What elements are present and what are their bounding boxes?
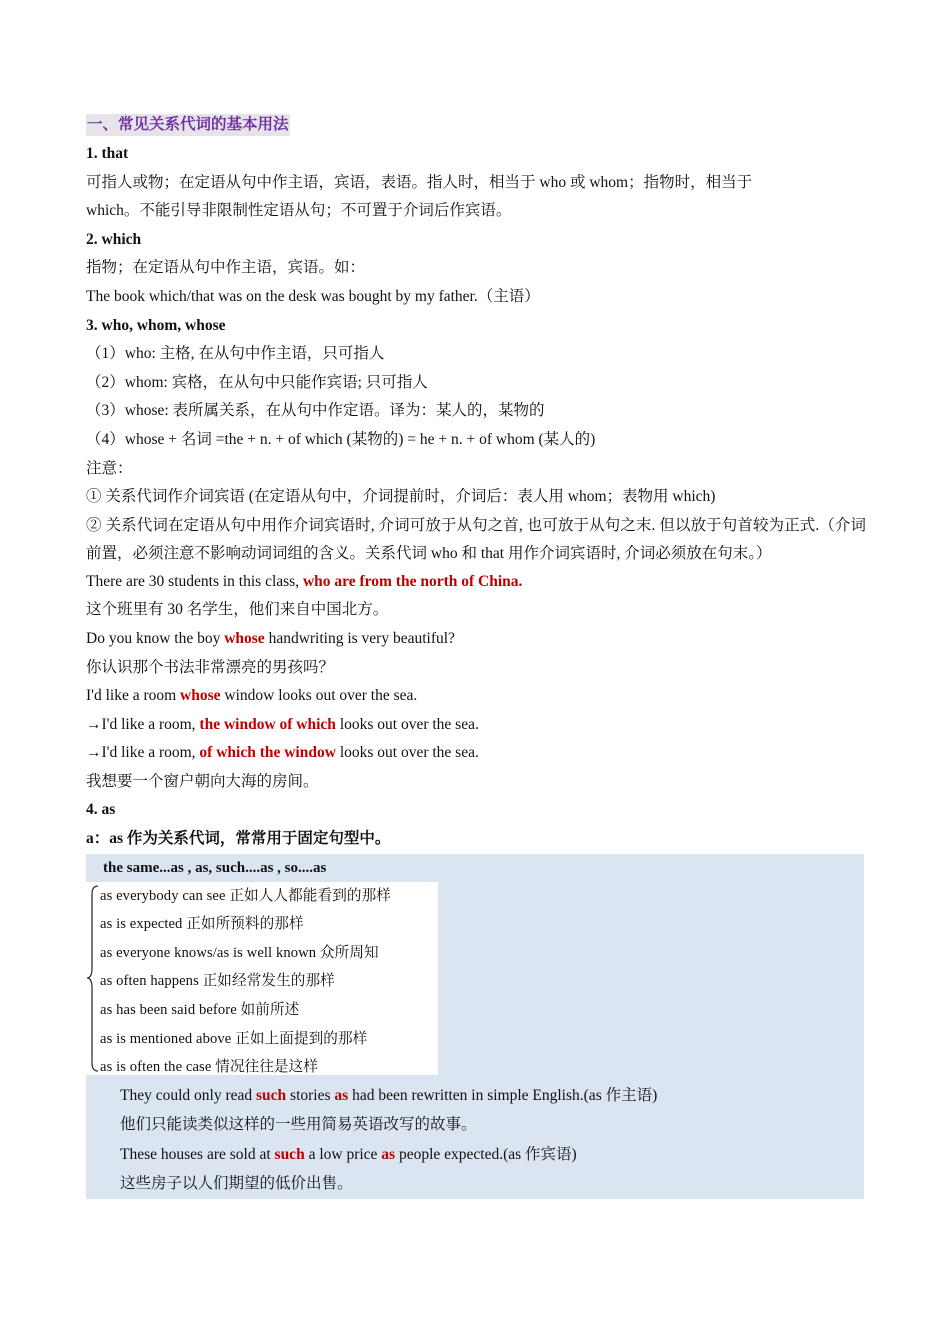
as-example-1: They could only read such stories as had been rewritten in simple English.(as 作主语): [120, 1086, 658, 1104]
phrase-item: as often happens 正如经常发生的那样: [100, 973, 335, 990]
highlight: as: [334, 1086, 349, 1104]
example-1: There are 30 students in this class, who are from the north of China.: [86, 572, 523, 590]
example-2-translation: 你认识那个书法非常漂亮的男孩吗？: [86, 658, 335, 676]
curly-brace-icon: [86, 882, 100, 1075]
example-1-translation: 这个班里有 30 名学生，他们来自中国北方。: [86, 601, 389, 619]
as-example-1-translation: 他们只能读类似这样的一些用简易英语改写的故事。: [120, 1116, 477, 1134]
highlight: as: [381, 1145, 396, 1163]
highlight: of which the window: [199, 744, 336, 762]
example-4: →I'd like a room, the window of which looks out over the sea.: [86, 715, 479, 733]
phrase-list: [100, 882, 391, 1082]
highlight: who are from the north of China.: [302, 572, 523, 590]
who-item-4: （4）whose + 名词 =the + n. + of which (某物的) = he + n. + of whom (某人的): [86, 430, 596, 448]
example-2: Do you know the boy whose handwriting is very beautiful?: [86, 629, 455, 647]
phrase-item: as everybody can see 正如人人都能看到的那样: [100, 887, 391, 904]
which-example: The book which/that was on the desk was bought by my father.（主语）: [86, 287, 540, 305]
who-title: 3. who, whom, whose: [86, 316, 226, 334]
section-heading: 一、常见关系代词的基本用法: [86, 114, 290, 136]
highlight: whose: [224, 629, 265, 647]
as-shaded-box: [86, 854, 864, 1199]
example-5-translation: 我想要一个窗户朝向大海的房间。: [86, 772, 319, 790]
phrase-item: as has been said before 如前所述: [100, 1002, 300, 1019]
phrase-item: as is expected 正如所预料的那样: [100, 916, 304, 933]
as-example-2-translation: 这些房子以人们期望的低价出售。: [120, 1175, 353, 1193]
phrase-item: as is often the case 情况往往是这样: [100, 1059, 319, 1076]
phrase-bracket-image: [86, 882, 438, 1075]
note-1: ① 关系代词作介词宾语 (在定语从句中，介词提前时，介词后：表人用 whom；表物用 which): [86, 488, 716, 506]
that-title: 1. that: [86, 145, 129, 162]
example-3: I'd like a room whose window looks out over the sea.: [86, 687, 418, 705]
phrase-item: as everyone knows/as is well known 众所周知: [100, 944, 379, 961]
which-title: 2. which: [86, 230, 142, 248]
note-2: ② 关系代词在定语从句中用作介词宾语时, 介词可放于从句之首, 也可放于从句之末. 但以放于句首较为正式.（介词前置，必须注意不影响动词词组的含义。关系代词 who 和 that 用作介词宾语时, 介词必须放在句末。）: [86, 516, 866, 562]
note-label: 注意：: [86, 459, 133, 477]
that-desc-1: 可指人或物；在定语从句中作主语，宾语，表语。指人时，相当于 who 或 whom；指物时，相当于: [86, 173, 753, 191]
as-patterns: the same...as , as, such....as , so....as: [103, 859, 327, 876]
highlight: whose: [180, 687, 221, 705]
document-page: [86, 112, 866, 1199]
highlight: such: [274, 1145, 305, 1163]
that-desc-2: which。不能引导非限制性定语从句；不可置于介词后作宾语。: [86, 202, 512, 220]
who-item-3: （3）whose: 表所属关系，在从句中作定语。译为：某人的，某物的: [86, 402, 545, 420]
as-example-2: These houses are sold at such a low price as people expected.(as 作宾语): [120, 1145, 577, 1163]
as-title: 4. as: [86, 801, 116, 819]
phrase-item: as is mentioned above 正如上面提到的那样: [100, 1030, 368, 1047]
as-subtitle: a：as 作为关系代词，常常用于固定句型中。: [86, 830, 391, 848]
which-desc: 指物；在定语从句中作主语，宾语。如：: [86, 259, 366, 277]
highlight: such: [256, 1086, 287, 1104]
example-5: →I'd like a room, of which the window looks out over the sea.: [86, 744, 479, 762]
who-item-2: （2）whom: 宾格，在从句中只能作宾语; 只可指人: [86, 373, 428, 391]
who-item-1: （1）who: 主格, 在从句中作主语，只可指人: [86, 345, 385, 363]
highlight: the window of which: [199, 715, 336, 733]
